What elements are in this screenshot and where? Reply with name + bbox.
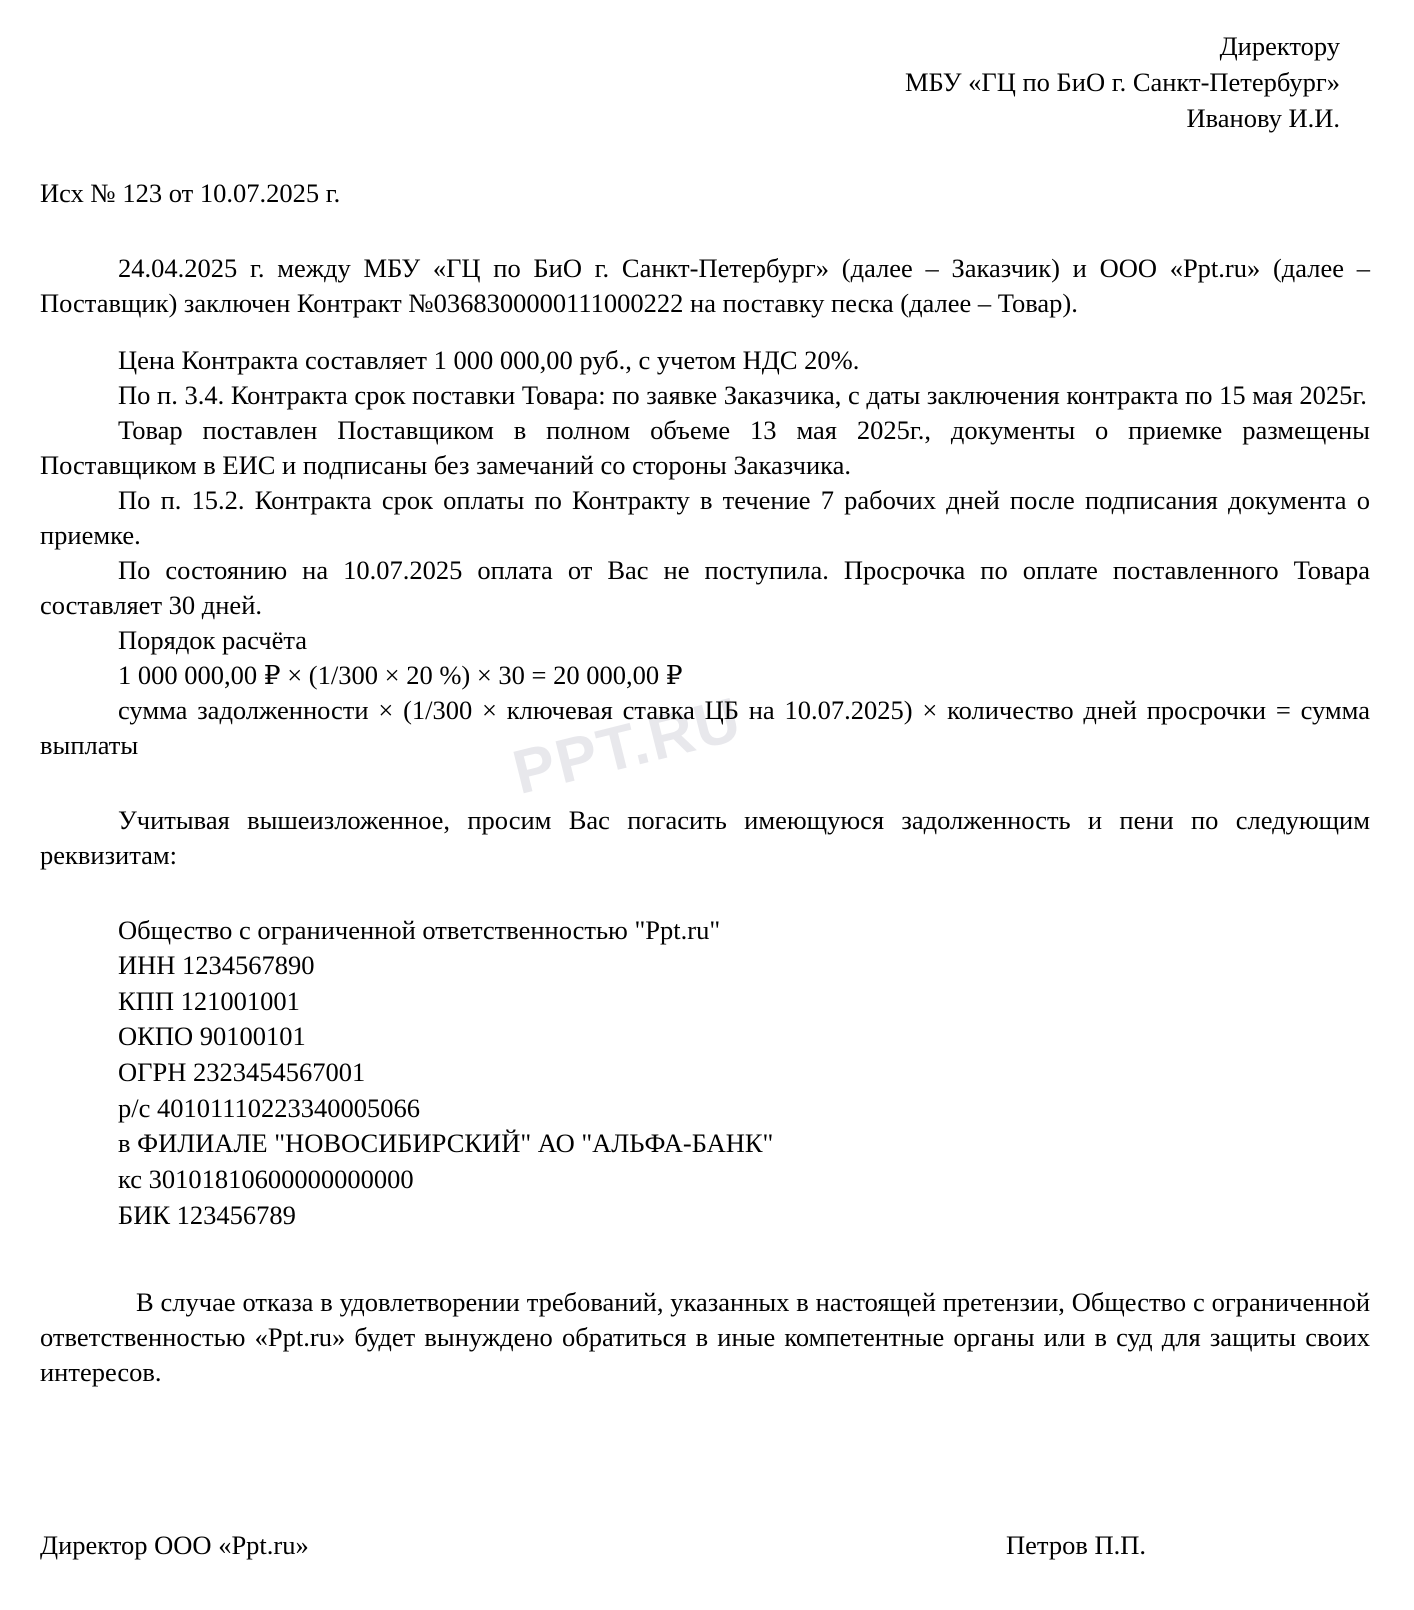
calculation-heading: Порядок расчёта [118,624,308,655]
requisite-company: Общество с ограниченной ответственностью "Ppt.ru" [118,914,721,945]
requisite-bank-name: в ФИЛИАЛЕ "НОВОСИБИРСКИЙ" АО "АЛЬФА-БАНК" [118,1128,774,1159]
paragraph-overdue: По состоянию на 10.07.2025 оплата от Вас не поступила. Просрочка по оплате поставленного Товара составляет 30 дней. [40,554,1370,620]
addressee-role: Директору [1219,31,1340,61]
paragraph-delivered: Товар поставлен Поставщиком в полном объеме 13 мая 2025г., документы о приемке размещены Поставщиком в ЕИС и подписаны без замечаний со стороны Заказчика. [40,414,1370,480]
spacer [36,211,1378,251]
paragraph-payment-term: По п. 15.2. Контракта срок оплаты по Контракту в течение 7 рабочих дней после подписания документа о приемке. [40,484,1370,550]
signature-name: Петров П.П. [1006,1530,1146,1560]
addressee-organization: МБУ «ГЦ по БиО г. Санкт-Петербург» [904,67,1340,98]
ppt-ru-watermark: PPT.RU [506,684,749,808]
addressee-person: Иванову И.И. [1186,103,1340,134]
spacer [36,1233,1378,1285]
spacer [36,763,1378,803]
paragraph-delivery-term: По п. 3.4. Контракта срок поставки Товара: по заявке Заказчика, с даты заключения контракта по 15 мая 2025г. [118,379,1367,410]
requisite-bik: БИК 123456789 [118,1199,296,1230]
calculation-formula: 1 000 000,00 ₽ × (1/300 × 20 %) × 30 = 20 000,00 ₽ [118,659,683,690]
addressee-block [36,0,1378,136]
paragraph-closing: В случае отказа в удовлетворении требований, указанных в настоящей претензии, Общество с ограниченной ответственностью «Ppt.ru» будет вынуждено обратиться в иные компетентные органы или в суд для защиты своих интересов. [40,1287,1370,1388]
requisite-kpp: КПП 121001001 [118,985,300,1016]
paragraph-price: Цена Контракта составляет 1 000 000,00 руб., с учетом НДС 20%. [118,345,860,375]
paragraph-contract-intro: 24.04.2025 г. между МБУ «ГЦ по БиО г. Санкт-Петербург» (далее – Заказчик) и ООО «Ppt.ru» (далее – Поставщик) заключен Контракт №0368300000111000222 на поставку песка (далее – Товар). [40,253,1370,319]
requisite-ogrn: ОГРН 2323454567001 [118,1057,366,1088]
requisite-correspondent-account: кс 30101810600000000000 [118,1164,414,1195]
requisites-block [36,913,1378,1234]
spacer [36,321,1378,343]
paragraph-request: Учитывая вышеизложенное, просим Вас погасить имеющуюся задолженность и пени по следующим реквизитам: [40,804,1370,870]
requisite-inn: ИНН 1234567890 [118,950,315,981]
signature-block [36,1528,1378,1563]
signature-title: Директор ООО «Ppt.ru» [40,1530,309,1560]
outgoing-number: Исх № 123 от 10.07.2025 г. [40,178,341,209]
requisite-okpo: ОКПО 90100101 [118,1021,306,1052]
requisite-settlement-account: р/с 40101110223340005066 [118,1092,421,1123]
spacer [36,873,1378,913]
calculation-legend: сумма задолженности × (1/300 × ключевая ставка ЦБ на 10.07.2025) × количество дней просрочки = сумма выплаты [40,694,1370,760]
